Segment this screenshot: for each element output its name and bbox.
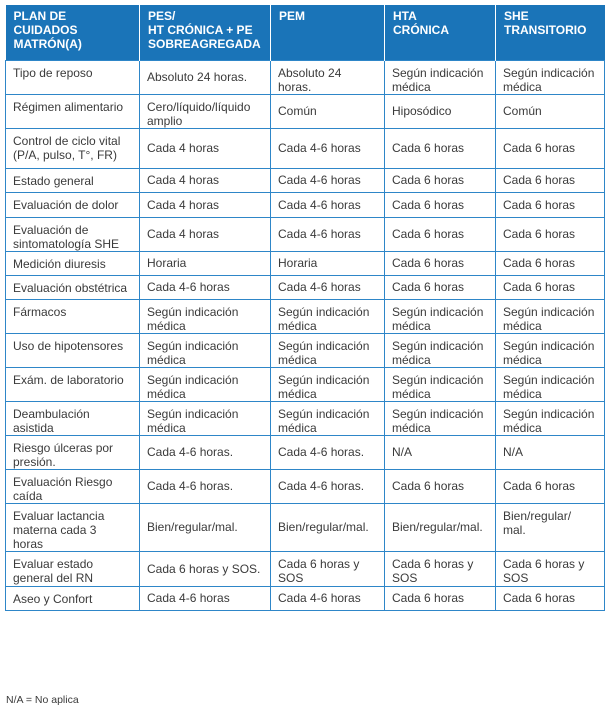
cell-text-line: Uso de hipotensores [13,338,124,353]
cell-text-line: médica [503,352,542,367]
cell-text-line: presión. [13,454,56,469]
cell-text-line: médica [278,318,317,333]
cell-text-line: Cada 4-6 horas. [147,479,234,493]
table-cell [385,333,496,367]
cell-text-line: Absoluto 24 [278,65,342,80]
row-label-cell [6,94,140,128]
cell-text-line: médica [392,386,431,401]
cell-text-line: Cada 6 horas [392,280,465,294]
cell-text-line: médica [503,386,542,401]
row-label-cell [6,551,140,586]
cell-text-line: Tipo de reposo [13,65,93,80]
cell-text-line: Riesgo úlceras por [13,440,114,455]
header-text-line: SHE [504,9,529,23]
cell-text-line: Evaluación de dolor [13,197,119,212]
table-cell [496,503,605,551]
cell-text-line: horas [13,536,44,551]
table-cell [385,503,496,551]
cell-text-line: médica [278,420,317,435]
table-cell [140,469,271,503]
table-cell [385,367,496,401]
cell-text-line: Cada 4-6 horas [278,591,361,605]
table-row [6,168,605,192]
table-cell [496,551,605,586]
table-cell [385,299,496,333]
cell-text-line: Horaria [278,256,318,270]
table-cell [140,94,271,128]
table-row [6,192,605,217]
table-cell [271,94,385,128]
table-cell [271,435,385,469]
cell-text-line: Según indicación [147,304,239,319]
cell-text-line: Cada 4 horas [147,197,220,212]
table-cell [140,586,271,610]
cell-text-line: médica [392,318,431,333]
cell-text-line: Según indicación [503,65,595,80]
cell-text-line: Estado general [13,173,94,188]
cell-text-line: Cada 4-6 horas [278,173,361,187]
cell-text-line: Cada 4-6 horas. [278,445,365,459]
table-cell [385,435,496,469]
care-plan-table [5,5,605,611]
footnote: N/A = No aplica [6,694,79,706]
table-row [6,586,605,610]
table-cell [271,217,385,251]
table-header-row [6,5,605,60]
cell-text-line: médica [503,420,542,435]
table-cell [271,251,385,275]
cell-text-line: Según indicación [503,338,595,353]
cell-text-line: Deambulación [13,406,90,421]
row-label-cell [6,275,140,299]
cell-text-line: N/A [503,445,524,459]
cell-text-line: amplio [147,113,183,128]
cell-text-line: caída [13,488,43,503]
cell-text-line: Control de ciclo vital [13,133,121,148]
table-cell [496,469,605,503]
table-cell [271,469,385,503]
cell-text-line: Evaluación obstétrica [13,280,128,295]
table-cell [385,551,496,586]
cell-text-line: SOS [278,570,304,585]
table-cell [496,333,605,367]
header-text-line: TRANSITORIO [504,23,587,37]
cell-text-line: horas. [278,79,312,94]
table-cell [140,251,271,275]
cell-text-line: Cada 6 horas [392,173,465,187]
table-cell [385,469,496,503]
cell-text-line: N/A [392,445,413,459]
table-cell [385,401,496,435]
cell-text-line: Según indicación [392,372,484,387]
header-text-line: MATRÓN(A) [13,37,82,51]
header-care-plan [6,5,140,60]
cell-text-line: Cada 4-6 horas [278,280,361,294]
cell-text-line: médica [503,318,542,333]
cell-text-line: Según indicación [278,338,370,353]
header-text-line: PEM [279,9,306,23]
row-label-cell [6,401,140,435]
header-pes-ht [140,5,271,60]
row-label-cell [6,128,140,168]
cell-text-line: Cada 6 horas y [278,556,360,571]
header-text-line: PLAN DE CUIDADOS [13,9,78,37]
header-text-line: CRÓNICA [393,23,449,37]
table-cell [385,128,496,168]
cell-text-line: Según indicación [392,304,484,319]
row-label-cell [6,586,140,610]
cell-text-line: Cada 4-6 horas [147,280,230,294]
cell-text-line: SOS [503,570,529,585]
cell-text-line: Cada 6 horas [392,141,465,155]
table-body [6,60,605,610]
table-cell [385,192,496,217]
cell-text-line: Cada 6 horas [503,591,576,605]
row-label-cell [6,60,140,94]
cell-text-line: Cada 6 horas [503,479,576,493]
cell-text-line: médica [278,352,317,367]
row-label-cell [6,333,140,367]
cell-text-line: Cada 6 horas [392,479,465,493]
cell-text-line: Cada 6 horas [392,256,465,270]
row-label-cell [6,217,140,251]
row-label-cell [6,299,140,333]
table-row [6,333,605,367]
table-row [6,435,605,469]
table-cell [140,168,271,192]
cell-text-line: Horaria [147,256,187,270]
cell-text-line: mal. [503,522,526,537]
table-cell [271,275,385,299]
table-cell [140,275,271,299]
cell-text-line: Evaluación de [13,222,89,237]
cell-text-line: Cada 6 horas y [503,556,585,571]
cell-text-line: general del RN [13,570,94,585]
cell-text-line: Evaluar estado [13,556,94,571]
cell-text-line: Según indicación [278,304,370,319]
cell-text-line: Cada 6 horas [392,227,465,241]
cell-text-line: Según indicación [147,338,239,353]
table-cell [271,128,385,168]
cell-text-line: Común [503,104,542,118]
cell-text-line: Bien/regular/mal. [278,520,369,534]
table-cell [271,586,385,610]
cell-text-line: Evaluar lactancia [13,508,105,523]
table-cell [271,333,385,367]
table-cell [140,128,271,168]
table-row [6,60,605,94]
cell-text-line: Hiposódico [392,104,452,118]
table-cell [140,217,271,251]
cell-text-line: Cada 6 horas [503,227,576,241]
cell-text-line: SOS [392,570,418,585]
table-cell [271,401,385,435]
table-cell [271,192,385,217]
cell-text-line: Cada 6 horas [503,197,576,212]
table-cell [140,333,271,367]
cell-text-line: médica [503,79,542,94]
table-cell [140,367,271,401]
table-row [6,251,605,275]
table-cell [385,586,496,610]
cell-text-line: sintomatología SHE [13,236,120,251]
table-cell [140,192,271,217]
table-cell [496,192,605,217]
cell-text-line: Cada 6 horas [503,173,576,187]
table-row [6,469,605,503]
cell-text-line: Cada 4-6 horas [147,591,230,605]
cell-text-line: médica [147,352,186,367]
row-label-cell [6,192,140,217]
header-text-line: SOBREAGREGADA [148,37,261,51]
cell-text-line: médica [392,352,431,367]
row-label-cell [6,251,140,275]
table-row [6,299,605,333]
table-cell [385,251,496,275]
table-row [6,217,605,251]
cell-text-line: Cada 4-6 horas [278,227,361,241]
cell-text-line: Según indicación [147,406,239,421]
cell-text-line: Régimen alimentario [13,99,124,114]
table-cell [496,217,605,251]
cell-text-line: Cada 4 horas [147,227,220,241]
table-cell [271,503,385,551]
table-row [6,275,605,299]
cell-text-line: Según indicación [503,372,595,387]
cell-text-line: Cada 6 horas [503,256,576,270]
table-cell [271,168,385,192]
cell-text-line: Cada 6 horas [392,591,465,605]
table-cell [271,299,385,333]
cell-text-line: Absoluto 24 horas. [147,70,248,84]
cell-text-line: Bien/regular/ [503,508,572,523]
cell-text-line: Evaluación Riesgo [13,474,113,489]
table-cell [496,251,605,275]
cell-text-line: Cero/líquido/líquido [147,99,251,114]
table-cell [496,168,605,192]
cell-text-line: médica [147,386,186,401]
table-cell [496,435,605,469]
cell-text-line: Según indicación [392,338,484,353]
cell-text-line: Bien/regular/mal. [392,520,483,534]
cell-text-line: Según indicación [392,406,484,421]
table-cell [271,367,385,401]
table-cell [496,401,605,435]
table-cell [140,435,271,469]
cell-text-line: Común [278,104,317,118]
cell-text-line: Cada 6 horas [503,141,576,155]
cell-text-line: Fármacos [13,304,67,319]
cell-text-line: Cada 4-6 horas [278,197,361,212]
table-row [6,401,605,435]
cell-text-line: Según indicación [392,65,484,80]
cell-text-line: materna cada 3 [13,522,97,537]
cell-text-line: Según indicación [503,406,595,421]
table-cell [385,168,496,192]
cell-text-line: Bien/regular/mal. [147,520,238,534]
table-cell [496,299,605,333]
table-cell [140,401,271,435]
cell-text-line: Cada 6 horas y SOS. [147,561,261,576]
cell-text-line: (P/A, pulso, T°, FR) [13,147,117,162]
header-she [496,5,605,60]
cell-text-line: Exám. de laboratorio [13,372,124,387]
cell-text-line: Cada 4 horas [147,173,220,187]
cell-text-line: médica [147,420,186,435]
cell-text-line: asistida [13,420,54,435]
cell-text-line: Cada 4-6 horas. [278,479,365,493]
header-hta [385,5,496,60]
cell-text-line: Medición diuresis [13,256,106,271]
cell-text-line: Según indicación [278,372,370,387]
table-row [6,94,605,128]
table-row [6,367,605,401]
table-cell [496,94,605,128]
table-cell [140,503,271,551]
cell-text-line: Cada 4-6 horas. [147,445,234,459]
table-row [6,128,605,168]
cell-text-line: Cada 6 horas y [392,556,474,571]
table-cell [140,551,271,586]
table-cell [496,60,605,94]
cell-text-line: Según indicación [503,304,595,319]
table-cell [385,275,496,299]
cell-text-line: Aseo y Confort [13,591,93,606]
row-label-cell [6,469,140,503]
table-cell [496,586,605,610]
row-label-cell [6,168,140,192]
table-cell [496,367,605,401]
table-cell [385,94,496,128]
cell-text-line: Cada 6 horas [392,197,465,212]
table-cell [271,551,385,586]
cell-text-line: médica [147,318,186,333]
header-pem [271,5,385,60]
header-text-line: HTA [393,9,417,23]
cell-text-line: médica [392,79,431,94]
table-cell [496,128,605,168]
table-row [6,551,605,586]
cell-text-line: médica [278,386,317,401]
table-cell [140,299,271,333]
table-cell [496,275,605,299]
table-cell [385,60,496,94]
table-row [6,503,605,551]
cell-text-line: Según indicación [278,406,370,421]
row-label-cell [6,367,140,401]
cell-text-line: Según indicación [147,372,239,387]
cell-text-line: Cada 4-6 horas [278,141,361,155]
cell-text-line: Cada 4 horas [147,141,220,155]
row-label-cell [6,435,140,469]
table-cell [140,60,271,94]
row-label-cell [6,503,140,551]
table-cell [271,60,385,94]
cell-text-line: médica [392,420,431,435]
table-cell [385,217,496,251]
header-text-line: PES/ [148,9,176,23]
header-text-line: HT CRÓNICA + PE [148,23,253,37]
cell-text-line: Cada 6 horas [503,280,576,294]
